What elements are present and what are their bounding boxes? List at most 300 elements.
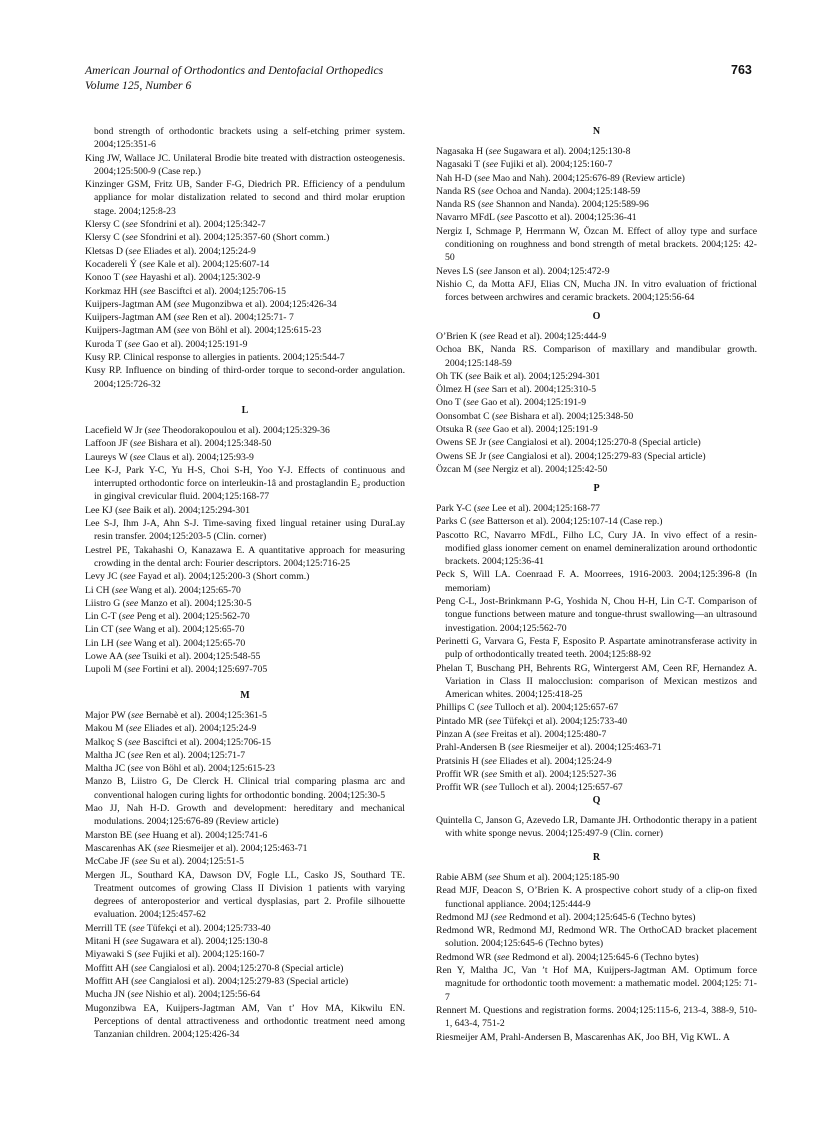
see-reference: see: [511, 742, 524, 754]
entry-text: Maltha JC (: [85, 749, 131, 761]
entry-text: bond strength of orthodontic brackets using a self-etching primer system. 2004;125:351-6: [94, 126, 405, 151]
see-reference: see: [131, 710, 144, 721]
entry-text: Lupoli M (: [85, 664, 128, 676]
entry-text: Kuijpers-Jagtman AM (: [85, 312, 178, 324]
see-reference: see: [125, 272, 138, 284]
see-reference: see: [488, 146, 502, 157]
entry-text: Nergiz I, Schmage P, Herrmann W, Özcan M. Effect of alloy type and surface conditioning on roughness and bond strength of metal brackets. 2004;125: 42-50: [436, 225, 757, 264]
entry-text: Oonsombat C (: [436, 410, 496, 422]
index-entry: [436, 951, 757, 964]
entry-text: Laureys W (: [85, 451, 134, 463]
see-reference: see: [484, 755, 497, 767]
volume-number: Volume 125, Number 6: [85, 78, 192, 92]
entry-text: Li CH (: [85, 584, 116, 596]
index-entry: [85, 842, 405, 855]
entry-text: Miyawaki S (: [85, 949, 138, 961]
section-letter-heading: M: [240, 690, 250, 701]
index-entry: [85, 285, 405, 298]
running-header: [85, 64, 383, 93]
index-entry: [85, 311, 405, 324]
index-entry: [85, 125, 405, 152]
see-reference: see: [477, 503, 490, 514]
entry-citation: Gao et al). 2004;125:191-9: [140, 338, 248, 350]
entry-citation: Lee et al). 2004;125:168-77: [489, 503, 601, 514]
entry-text: Ono T (: [436, 397, 467, 409]
index-section-L: [85, 404, 405, 677]
see-reference: see: [484, 768, 497, 780]
index-entry: [436, 595, 757, 635]
entry-text: Nagasaki T (: [436, 159, 486, 171]
entry-citation: Claus et al). 2004;125:93-9: [145, 451, 254, 463]
entry-text: Moffitt AH (: [85, 962, 135, 974]
entry-citation: Tulloch et al). 2004;125:657-67: [497, 782, 623, 794]
see-reference: see: [468, 370, 482, 382]
entry-citation: Peng et al). 2004;125:562-70: [134, 611, 250, 623]
see-reference: see: [125, 936, 139, 948]
see-reference: see: [488, 715, 502, 727]
index-entry: [85, 623, 405, 636]
entry-citation: Redmond et al). 2004;125:645-6 (Techno bytes): [509, 951, 699, 963]
entry-citation: Su et al). 2004;125:51-5: [147, 856, 245, 868]
index-entry: [436, 278, 757, 305]
entry-text: King JW, Wallace JC. Unilateral Brodie bite treated with distraction osteogenesis. 2004;125:500-9 (Case rep.): [85, 152, 405, 177]
entry-text: Nah H-D (: [436, 172, 478, 184]
entry-citation: Gao et al). 2004;125:191-9: [490, 424, 598, 436]
index-entry: [85, 736, 405, 749]
see-reference: see: [137, 829, 151, 841]
index-section-N: [436, 125, 757, 305]
entry-text: Lacefield W Jr (: [85, 425, 148, 436]
see-reference: see: [125, 232, 138, 244]
entry-citation: Basciftci et al). 2004;125:706-15: [155, 285, 286, 297]
entry-citation: Shum et al). 2004;125:185-90: [500, 872, 620, 883]
entry-citation: Wang et al). 2004;125:65-70: [127, 584, 241, 596]
entry-text: Levy JC (: [85, 571, 124, 583]
entry-citation: Bernabè et al). 2004;125:361-5: [143, 710, 267, 721]
entry-citation: Sfondrini et al). 2004;125:357-60 (Short comm.): [137, 232, 330, 244]
entry-text: Ren Y, Maltha JC, Van ’t Hof MA, Kuijpers-Jagtman AM. Optimum force magnitude for orthodontic tooth movement: a mathematic model. 2004;125: 71-7: [436, 965, 757, 1003]
see-reference: see: [127, 664, 140, 676]
index-entry: [85, 869, 405, 922]
entry-citation: Freitas et al). 2004;125:480-7: [488, 729, 607, 741]
index-entry: [85, 338, 405, 351]
index-section-K: [85, 125, 405, 391]
entry-text: Kocadereli Ý (: [85, 258, 143, 270]
see-reference: see: [477, 424, 491, 436]
index-entry: [436, 755, 757, 768]
entry-text: Rabie ABM (: [436, 872, 489, 883]
entry-citation: Eliades et al). 2004;125:24-9: [140, 245, 256, 257]
index-entry: [85, 1002, 405, 1042]
see-reference: see: [177, 325, 190, 337]
index-entry: [436, 158, 757, 171]
see-reference: see: [494, 911, 507, 923]
entry-citation: Tsuiki et al). 2004;125:548-55: [140, 651, 261, 663]
see-reference: see: [143, 285, 156, 297]
see-reference: see: [130, 763, 144, 775]
index-entry: [436, 964, 757, 1004]
see-reference: see: [129, 723, 142, 735]
index-entry: [436, 198, 757, 211]
entry-citation: Batterson et al). 2004;125:107-14 (Case rep.): [484, 516, 663, 528]
entry-text: Owens SE Jr (: [436, 437, 492, 449]
entry-citation: Cangialosi et al). 2004;125:279-83 (Special article): [504, 450, 706, 462]
entry-citation: Wang et al). 2004;125:65-70: [131, 637, 246, 649]
index-entry: [85, 424, 405, 437]
index-entry: [436, 701, 757, 714]
index-entry: [85, 271, 405, 284]
entry-citation: Ren et al). 2004;125:71-7: [143, 749, 246, 761]
entry-text: Redmond WR (: [436, 951, 498, 963]
index-section-M: [85, 689, 405, 1041]
see-reference: see: [491, 437, 505, 449]
index-entry: [436, 211, 757, 224]
entry-text: Redmond WR, Redmond MJ, Redmond WR. The OrthoCAD bracket placement solution. 2004;125:645-6 (Techno bytes): [436, 925, 757, 950]
index-entry: [85, 324, 405, 337]
index-entry: [436, 1004, 757, 1031]
see-reference: see: [123, 571, 136, 583]
index-entry: [85, 597, 405, 610]
index-entry: [436, 871, 757, 884]
index-entry: [85, 988, 405, 1001]
entry-citation: Fortini et al). 2004;125:697-705: [139, 664, 268, 676]
index-entry: [436, 924, 757, 951]
section-letter-heading: R: [592, 852, 601, 863]
entry-text: Otsuka R (: [436, 424, 478, 436]
see-reference: see: [134, 975, 147, 987]
entry-text: Lin C-T (: [85, 611, 122, 623]
entry-text: Oh TK (: [436, 370, 469, 382]
entry-citation: Tüfekçi et al). 2004;125:733-40: [144, 922, 271, 934]
see-reference: see: [147, 425, 161, 436]
see-reference: see: [477, 463, 490, 475]
entry-text: Maltha JC (: [85, 763, 131, 775]
see-reference: see: [500, 212, 513, 224]
index-entry: [85, 504, 405, 517]
entry-text: Mitani H (: [85, 936, 126, 948]
index-entry: [436, 715, 757, 728]
see-reference: see: [137, 949, 151, 961]
see-reference: see: [466, 397, 479, 409]
see-reference: see: [119, 637, 132, 649]
index-entry: [436, 423, 757, 436]
section-letter-heading: O: [592, 311, 601, 322]
index-entry: [436, 814, 757, 841]
see-reference: see: [481, 199, 494, 211]
index-entry: [436, 911, 757, 924]
index-entry: [436, 410, 757, 423]
entry-citation: Gao et al). 2004;125:191-9: [478, 397, 587, 409]
index-entry: [85, 922, 405, 935]
entry-citation: Sfondrini et al). 2004;125:342-7: [137, 219, 266, 231]
see-reference: see: [128, 651, 141, 663]
entry-text: Lin CT (: [85, 624, 119, 636]
entry-text: Read MJF, Deacon S, O’Brien K. A prospective cohort study of a clip-on fixed functional appliance. 2004;125:444-9: [436, 885, 757, 910]
see-reference: see: [479, 265, 492, 277]
entry-citation: Mao and Nah). 2004;125:676-89 (Review article): [489, 172, 685, 184]
index-entry: [85, 762, 405, 775]
entry-citation: Pascotto et al). 2004;125:36-41: [512, 212, 637, 224]
entry-citation: Manzo et al). 2004;125:30-5: [138, 597, 252, 609]
entry-text: Mergen JL, Southard KA, Dawson DV, Fogle LL, Casko JS, Southard TE. Treatment outcomes of growing Class II Division 1 patients with varying degrees of anteroposterior and vertical dysplasias, part 2. Profile silhouette evaluation. 2004;125:457-62: [85, 869, 405, 921]
index-entry: [85, 637, 405, 650]
entry-citation: Ren et al). 2004;125:71- 7: [189, 312, 294, 324]
entry-citation: von Böhl et al). 2004;125:615-23: [189, 325, 322, 337]
index-entry: [436, 635, 757, 662]
entry-text: Laffoon JF (: [85, 438, 134, 450]
entry-text: Klersy C (: [85, 219, 126, 231]
entry-text: Nishio C, da Motta AFJ, Elias CN, Mucha JN. In vitro evaluation of frictional forces between archwires and ceramic brackets. 2004;125:56-64: [436, 278, 757, 304]
see-reference: see: [130, 989, 144, 1001]
entry-citation: Huang et al). 2004;125:741-6: [150, 829, 268, 841]
index-entry: [85, 663, 405, 676]
entry-citation: Hayashi et al). 2004;125:302-9: [137, 272, 261, 284]
index-entry: [436, 884, 757, 911]
index-entry: [85, 610, 405, 623]
entry-text: Kuijpers-Jagtman AM (: [85, 325, 178, 337]
index-section-O: [436, 310, 757, 476]
entry-text: Makou M (: [85, 723, 130, 735]
entry-citation: Cangialosi et al). 2004;125:279-83 (Special article): [146, 975, 349, 987]
entry-text: Lee S-J, Ihm J-A, Ahn S-J. Time-saving fixed lingual retainer using DuraLay resin transfer. 2004;125:203-5 (Clin. corner): [85, 518, 405, 543]
index-entry: [436, 1031, 757, 1044]
entry-text: Mugonzibwa EA, Kuijpers-Jagtman AM, Van t’ Hov MA, Kikwilu EN. Perceptions of dental attractiveness and orthodontic treatment need among Tanzanian children. 2004;125:426-34: [85, 1002, 405, 1041]
index-entry: [436, 383, 757, 396]
see-reference: see: [115, 584, 128, 596]
index-section-P: [436, 482, 757, 795]
index-entry: [436, 463, 757, 476]
entry-text: Klersy C (: [85, 232, 126, 244]
entry-text: Perinetti G, Varvara G, Festa F, Esposito P. Aspartate aminotransferase activity in pulp of orthodontically treated teeth. 2004;125:88-92: [436, 635, 757, 661]
index-entry: [85, 364, 405, 391]
entry-text: Moffitt AH (: [85, 975, 135, 987]
entry-text: Ochoa BK, Nanda RS. Comparison of maxillary and mandibular growth. 2004;125:148-59: [436, 344, 757, 369]
entry-text: Kusy RP. Clinical response to allergies in patients. 2004;125:544-7: [85, 352, 345, 364]
see-reference: see: [177, 298, 190, 310]
entry-citation: Sugawara et al). 2004;125:130-8: [138, 936, 268, 948]
entry-citation: Cangialosi et al). 2004;125:270-8 (Special article): [146, 962, 344, 974]
index-entry: [436, 265, 757, 278]
see-reference: see: [482, 331, 496, 342]
see-reference: see: [142, 258, 155, 270]
entry-citation: Eliades et al). 2004;125:24-9: [141, 723, 257, 735]
index-entry: [85, 962, 405, 975]
index-entry: [436, 781, 757, 794]
index-entry: [436, 185, 757, 198]
entry-citation: Fujiki et al). 2004;125:160-7: [498, 159, 613, 171]
index-entry: [436, 515, 757, 528]
entry-text: Parks C (: [436, 516, 473, 528]
see-reference: see: [118, 504, 131, 516]
entry-text: Prahl-Andersen B (: [436, 742, 512, 754]
entry-text: Korkmaz HH (: [85, 285, 144, 297]
see-reference: see: [134, 962, 147, 974]
entry-text: Owens SE Jr (: [436, 450, 492, 462]
section-letter-heading: Q: [592, 795, 601, 806]
entry-text: Lee KJ (: [85, 504, 119, 516]
entry-text: Neves LS (: [436, 265, 480, 277]
see-reference: see: [128, 736, 141, 748]
see-reference: see: [125, 219, 138, 231]
entry-text: Pratsinis H (: [436, 755, 485, 767]
see-reference: see: [133, 451, 146, 463]
entry-text: Phillips C (: [436, 702, 481, 714]
index-entry: [436, 450, 757, 463]
section-letter-heading: P: [593, 483, 600, 494]
entry-citation: Riesmeijer et al). 2004;125:463-71: [523, 742, 662, 754]
entry-text: Konoo T (: [85, 272, 126, 284]
entry-citation: Smith et al). 2004;125:527-36: [497, 768, 617, 780]
entry-citation: Shannon and Nanda). 2004;125:589-96: [493, 199, 649, 211]
see-reference: see: [476, 384, 490, 396]
see-reference: see: [484, 782, 497, 794]
index-entry: [85, 464, 405, 504]
index-entry: [436, 343, 757, 370]
entry-text: Quintella C, Janson G, Azevedo LR, Damante JH. Orthodontic therapy in a patient with white sponge nevus. 2004;125:497-9 (Clin. corner): [436, 815, 757, 840]
index-entry: [436, 741, 757, 754]
see-reference: see: [495, 410, 508, 422]
entry-citation: Bishara et al). 2004;125:348-50: [145, 438, 272, 450]
index-entry: [436, 436, 757, 449]
entry-text: Nanda RS (: [436, 185, 482, 197]
entry-citation: Basciftci et al). 2004;125:706-15: [140, 736, 271, 748]
index-entry: [436, 225, 757, 265]
entry-citation: Cangialosi et al). 2004;125:270-8 (Special article): [504, 437, 701, 449]
index-entry: [85, 722, 405, 735]
index-entry: [436, 145, 757, 158]
index-section-Q: [436, 794, 757, 841]
entry-text: McCabe JF (: [85, 856, 136, 868]
index-entry: [85, 855, 405, 868]
see-reference: see: [132, 922, 145, 934]
entry-citation: Sugawara et al). 2004;125:130-8: [501, 146, 631, 157]
entry-text: Marston BE (: [85, 829, 138, 841]
index-entry: [85, 178, 405, 218]
section-letter-heading: L: [241, 405, 249, 416]
index-entry: [85, 437, 405, 450]
entry-citation: Theodorakopoulou et al). 2004;125:329-36: [160, 425, 330, 436]
see-reference: see: [485, 159, 499, 171]
entry-text: O’Brien K (: [436, 331, 483, 342]
index-entry: [85, 231, 405, 244]
index-entry: [85, 829, 405, 842]
index-entry: [85, 749, 405, 762]
entry-text: Kuijpers-Jagtman AM (: [85, 298, 178, 310]
index-entry: [85, 351, 405, 364]
see-reference: see: [125, 597, 139, 609]
see-reference: see: [488, 872, 501, 883]
entry-citation: Bishara et al). 2004;125:348-50: [507, 410, 634, 422]
see-reference: see: [476, 729, 489, 741]
entry-citation: Baik et al). 2004;125:294-301: [481, 370, 601, 382]
entry-citation: Tulloch et al). 2004;125:657-67: [492, 702, 619, 714]
index-entry: [85, 775, 405, 802]
index-entry: [85, 709, 405, 722]
entry-text: Navarro MFdL (: [436, 212, 501, 224]
index-entry: [436, 396, 757, 409]
entry-text: Riesmeijer AM, Prahl-Andersen B, Mascarenhas AK, Joo BH, Vig KWL. A: [436, 1031, 730, 1043]
index-entry: [85, 584, 405, 597]
see-reference: see: [127, 338, 141, 350]
entry-citation: Fujiki et al). 2004;125:160-7: [150, 949, 265, 961]
index-entry: [436, 529, 757, 569]
entry-text: Liistro G (: [85, 597, 126, 609]
entry-citation: Janson et al). 2004;125:472-9: [491, 265, 610, 277]
entry-text: Nagasaka H (: [436, 146, 489, 157]
entry-text: Lestrel PE, Takahashi O, Kanazawa E. A quantitative approach for measuring crowding in the dental arch: Fourier descriptors. 2004;125:716-25: [85, 544, 405, 569]
entry-citation: Nishio et al). 2004;125:56-64: [143, 989, 261, 1001]
entry-text: Kusy RP. Influence on binding of third-order torque to second-order angulation. 2004;125:726-32: [85, 365, 405, 390]
entry-citation: Redmond et al). 2004;125:645-6 (Techno bytes): [506, 911, 696, 923]
index-entry: [85, 570, 405, 583]
entry-text: Malkoç S (: [85, 736, 129, 748]
index-entry: [436, 768, 757, 781]
see-reference: see: [157, 842, 170, 854]
entry-citation: von Böhl et al). 2004;125:615-23: [143, 763, 275, 775]
index-entry: [436, 172, 757, 185]
see-reference: see: [133, 438, 146, 450]
index-entry: [85, 451, 405, 464]
entry-text: Pinzan A (: [436, 729, 477, 741]
see-reference: see: [480, 702, 493, 714]
journal-title: American Journal of Orthodontics and Dentofacial Orthopedics: [85, 64, 384, 77]
entry-citation: Read et al). 2004;125:444-9: [495, 331, 607, 342]
entry-citation: Wang et al). 2004;125:65-70: [131, 624, 245, 636]
index-entry: [85, 948, 405, 961]
index-entry: [436, 502, 757, 515]
entry-text: Peck S, Will LA. Coenraad F. A. Moorrees, 1916-2003. 2004;125:396-8 (In memoriam): [436, 569, 757, 594]
index-entry: [436, 370, 757, 383]
entry-text: Proffit WR (: [436, 782, 485, 794]
entry-citation: Eliades et al). 2004;125:24-9: [496, 755, 612, 767]
see-reference: see: [481, 185, 494, 197]
entry-text: Mascarenhas AK (: [85, 842, 158, 854]
entry-text: Manzo B, Liistro G, De Clerck H. Clinical trial comparing plasma arc and conventional halogen curing lights for orthodontic bonding. 2004;125:30-5: [85, 776, 405, 801]
index-entry: [85, 544, 405, 571]
entry-citation: Riesmeijer et al). 2004;125:463-71: [169, 842, 308, 854]
entry-text: Redmond MJ (: [436, 911, 495, 923]
entry-citation: Sarı et al). 2004;125:310-5: [489, 384, 597, 396]
entry-text: Nanda RS (: [436, 199, 482, 211]
see-reference: see: [121, 611, 135, 623]
entry-citation: Mugonzibwa et al). 2004;125:426-34: [189, 298, 337, 310]
see-reference: see: [472, 516, 485, 528]
entry-text: Lowe AA (: [85, 651, 129, 663]
entry-citation: Ochoa and Nanda). 2004;125:148-59: [493, 185, 641, 197]
entry-text: Ölmez H (: [436, 384, 477, 396]
entry-text: Özcan M (: [436, 463, 478, 475]
entry-text: Lin LH (: [85, 637, 120, 649]
entry-text: Pintado MR (: [436, 715, 489, 727]
entry-citation: Kale et al). 2004;125:607-14: [154, 258, 270, 270]
page-number: 763: [731, 63, 752, 77]
index-entry: [85, 517, 405, 544]
entry-text: Pascotto RC, Navarro MFdL, Filho LC, Cury JA. In vivo effect of a resin-modified glass ionomer cement on enamel demineralization around orthodontic brackets. 2004;125:36-41: [436, 529, 757, 568]
entry-text: Proffit WR (: [436, 768, 485, 780]
index-entry: [85, 802, 405, 829]
index-entry: [85, 258, 405, 271]
entry-text: Rennert M. Questions and registration forms. 2004;125:115-6, 213-4, 388-9, 510-1, 643-4, 751-2: [436, 1004, 757, 1030]
index-section-R: [436, 851, 757, 1044]
section-letter-heading: N: [592, 126, 601, 137]
entry-text: Major PW (: [85, 710, 132, 721]
index-entry: [85, 935, 405, 948]
see-reference: see: [118, 624, 132, 636]
entry-text: Mucha JN (: [85, 989, 131, 1001]
entry-text: Kuroda T (: [85, 338, 128, 350]
entry-text: Peng C-L, Jost-Brinkmann P-G, Yoshida N, Chou H-H, Lin C-T. Comparison of tongue functions between mature and tongue-thrust swallowing—an ultrasound investigation. 2004;125:562-70: [436, 596, 757, 634]
see-reference: see: [130, 749, 144, 761]
